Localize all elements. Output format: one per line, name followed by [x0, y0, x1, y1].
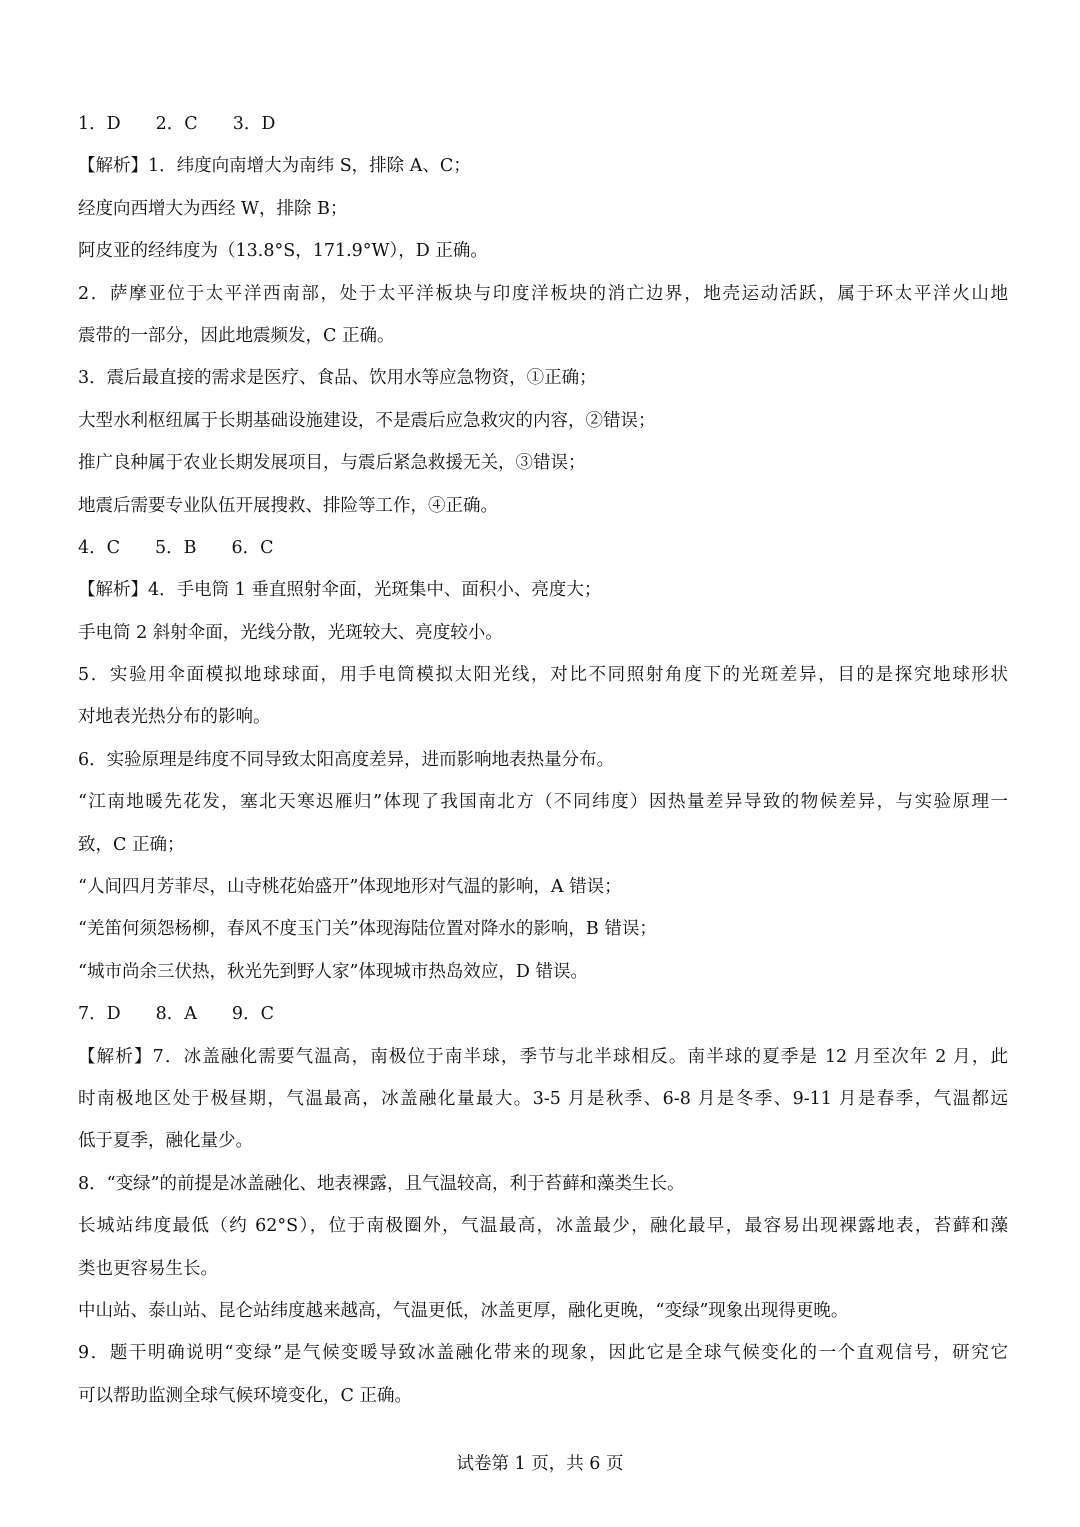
text-line: “羌笛何须怨杨柳，春风不度玉门关”体现海陆位置对降水的影响，B 错误；	[78, 919, 657, 940]
page-footer: 试卷第 1 页，共 6 页	[456, 1454, 624, 1474]
text-line: 6．实验原理是纬度不同导致太阳高度差异，进而影响地表热量分布。	[78, 749, 615, 770]
text-line: 8．“变绿”的前提是冰盖融化、地表裸露，且气温较高，利于苔藓和藻类生长。	[78, 1173, 685, 1194]
text-line: 经度向西增大为西经 W，排除 B；	[78, 198, 348, 219]
text-line: 手电筒 2 斜射伞面，光线分散，光斑较大、亮度较小。	[78, 622, 503, 643]
text-line: 地震后需要专业队伍开展搜救、排险等工作，④正确。	[78, 495, 498, 516]
text-line: 3．震后最直接的需求是医疗、食品、饮用水等应急物资，①正确；	[78, 368, 597, 389]
text-line: 震带的一部分，因此地震频发，C 正确。	[78, 325, 395, 346]
text-line: 5．实验用伞面模拟地球球面，用手电筒模拟太阳光线，对比不同照射角度下的光斑差异，目的是探究地球形状	[78, 665, 1008, 686]
text-line: “江南地暖先花发，塞北天寒迟雁归”体现了我国南北方（不同纬度）因热量差异导致的物候差异，与实验原理一	[78, 792, 1008, 813]
text-line: 长城站纬度最低（约 62°S），位于南极圈外，气温最高，冰盖最少，融化最早，最容易出现裸露地表，苔藓和藻	[78, 1216, 1008, 1237]
text-line: 大型水利枢纽属于长期基础设施建设，不是震后应急救灾的内容，②错误；	[78, 410, 656, 431]
text-line: 【解析】1．纬度向南增大为南纬 S，排除 A、C；	[78, 156, 471, 177]
text-line: 中山站、泰山站、昆仑站纬度越来越高，气温更低，冰盖更厚，融化更晚，“变绿”现象出现得更晚。	[78, 1300, 849, 1321]
text-line: “城市尚余三伏热，秋光先到野人家”体现城市热岛效应，D 错误。	[78, 961, 588, 982]
text-line: 类也更容易生长。	[78, 1258, 218, 1279]
answer-content	[78, 103, 1008, 1417]
text-line: “人间四月芳菲尽，山寺桃花始盛开”体现地形对气温的影响，A 错误；	[78, 877, 622, 898]
text-line: 致，C 正确；	[78, 834, 185, 855]
text-line: 低于夏季，融化量少。	[78, 1131, 253, 1152]
text-line: 9．题干明确说明“变绿”是气候变暖导致冰盖融化带来的现象，因此它是全球气候变化的一个直观信号，研究它	[78, 1343, 1008, 1364]
text-line: 阿皮亚的经纬度为（13.8°S，171.9°W），D 正确。	[78, 241, 488, 262]
text-line: 时南极地区处于极昼期，气温最高，冰盖融化量最大。3-5 月是秋季、6-8 月是冬季、9-11 月是春季，气温都远	[78, 1088, 1008, 1109]
text-line: 2．萨摩亚位于太平洋西南部，处于太平洋板块与印度洋板块的消亡边界，地壳运动活跃，属于环太平洋火山地	[78, 283, 1008, 304]
text-line: 1．D 2．C 3．D	[78, 114, 276, 134]
text-line: 4．C 5．B 6．C	[78, 537, 274, 558]
text-line: 推广良种属于农业长期发展项目，与震后紧急救援无关，③错误；	[78, 453, 586, 474]
text-line: 对地表光热分布的影响。	[78, 707, 271, 728]
text-line: 【解析】4．手电筒 1 垂直照射伞面，光斑集中、面积小、亮度大；	[78, 580, 602, 601]
text-line: 7．D 8．A 9．C	[78, 1004, 274, 1025]
text-line: 【解析】7．冰盖融化需要气温高，南极位于南半球，季节与北半球相反。南半球的夏季是 12 月至次年 2 月，此	[78, 1046, 1008, 1067]
text-line: 可以帮助监测全球气候环境变化，C 正确。	[78, 1385, 412, 1406]
